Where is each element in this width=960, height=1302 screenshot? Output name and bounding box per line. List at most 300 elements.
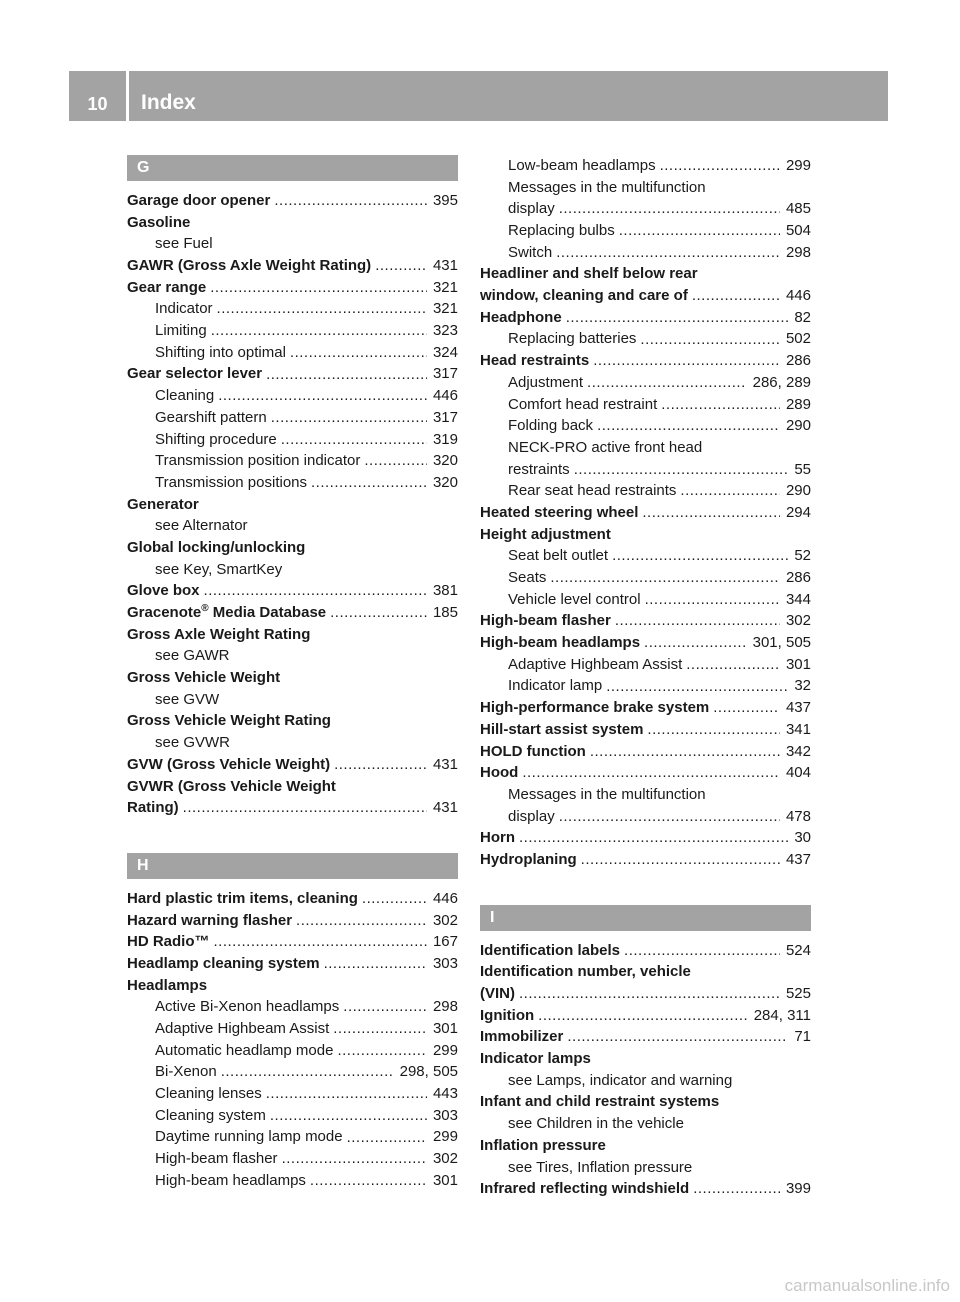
page-ref: 286	[785, 352, 811, 370]
index-entry[interactable]	[127, 580, 458, 602]
entry-label: Head restraints	[480, 352, 590, 370]
entry-label: High-performance brake system	[480, 699, 710, 717]
entry-label: display	[508, 807, 555, 825]
page-ref: 446	[785, 287, 811, 305]
index-entry[interactable]	[480, 827, 811, 849]
page-ref: 294	[785, 503, 811, 521]
entry-label: Vehicle level control	[508, 590, 641, 608]
entry-label: Hill-start assist system	[480, 720, 644, 738]
dot-leader	[645, 589, 780, 611]
entry-label: GAWR (Gross Axle Weight Rating)	[127, 257, 372, 275]
index-subentry[interactable]	[127, 1148, 458, 1170]
index-entry[interactable]	[480, 849, 811, 871]
entry-label: see Lamps, indicator and warning	[508, 1071, 733, 1089]
entry-label: Comfort head restraint	[508, 395, 658, 413]
page-ref: 321	[432, 300, 458, 318]
index-subentry[interactable]	[480, 676, 811, 698]
entry-label: see Tires, Inflation pressure	[508, 1158, 693, 1176]
page-ref: 443	[432, 1085, 458, 1103]
entry-label: Rating)	[127, 799, 179, 817]
entry-label: Hazard warning flasher	[127, 911, 293, 929]
dot-leader	[693, 1178, 780, 1200]
page-ref: 299	[432, 1128, 458, 1146]
index-subentry	[480, 1113, 811, 1135]
page-ref: 185	[432, 604, 458, 622]
entry-label: Hard plastic trim items, cleaning	[127, 889, 358, 907]
entry-label: Gross Vehicle Weight Rating	[127, 712, 331, 730]
index-entry[interactable]	[127, 364, 458, 386]
entry-label: HOLD function	[480, 742, 586, 760]
index-subentry[interactable]	[127, 1083, 458, 1105]
entry-label: Headphone	[480, 308, 562, 326]
index-subentry[interactable]	[480, 459, 811, 481]
dot-leader	[296, 910, 427, 932]
page-ref: 485	[785, 200, 811, 218]
entry-label: see Alternator	[155, 517, 248, 535]
page-ref: 323	[432, 322, 458, 340]
dot-leader	[324, 953, 427, 975]
index-subentry[interactable]	[480, 329, 811, 351]
index-subentry[interactable]	[480, 394, 811, 416]
dot-leader	[266, 364, 427, 386]
dot-leader	[590, 741, 780, 763]
index-subentry	[127, 689, 458, 711]
dot-leader	[593, 350, 780, 372]
index-subentry	[480, 437, 811, 459]
dot-leader	[290, 342, 427, 364]
dot-leader	[642, 502, 780, 524]
entry-label: Horn	[480, 829, 515, 847]
index-entry	[127, 212, 458, 234]
index-subentry[interactable]	[480, 155, 811, 177]
entry-label: Replacing bulbs	[508, 222, 615, 240]
page-ref: 321	[432, 278, 458, 296]
entry-label: Inflation pressure	[480, 1136, 606, 1154]
index-subentry[interactable]	[480, 415, 811, 437]
index-column-right	[480, 155, 811, 1200]
dot-leader	[644, 632, 747, 654]
index-subentry	[127, 233, 458, 255]
entry-label: Bi-Xenon	[155, 1063, 217, 1081]
page-ref: 431	[432, 755, 458, 773]
entry-label: Infrared reflecting windshield	[480, 1180, 690, 1198]
entry-label: Gear selector lever	[127, 365, 263, 383]
page-ref: 478	[785, 807, 811, 825]
dot-leader	[310, 1170, 427, 1192]
entry-label: Transmission position indicator	[155, 452, 361, 470]
entry-label: Automatic headlamp mode	[155, 1041, 334, 1059]
entry-label: GVWR (Gross Vehicle Weight	[127, 777, 336, 795]
dot-leader	[330, 602, 427, 624]
index-entry[interactable]	[127, 931, 458, 953]
page-ref: 301	[432, 1171, 458, 1189]
index-entry[interactable]	[480, 632, 811, 654]
dot-leader	[606, 676, 788, 698]
entry-label: Indicator lamp	[508, 677, 603, 695]
dot-leader	[362, 888, 427, 910]
index-entry[interactable]	[480, 719, 811, 741]
index-subentry[interactable]	[480, 806, 811, 828]
index-subentry[interactable]	[127, 1105, 458, 1127]
page-ref: 446	[432, 889, 458, 907]
entry-label: Identification labels	[480, 941, 621, 959]
index-entry[interactable]	[127, 754, 458, 776]
index-entry[interactable]	[480, 502, 811, 524]
index-entry	[480, 961, 811, 983]
index-entry	[127, 494, 458, 516]
page-header	[69, 71, 888, 121]
dot-leader	[343, 996, 427, 1018]
entry-label: display	[508, 200, 555, 218]
dot-leader	[581, 849, 780, 871]
entry-label: Adaptive Highbeam Assist	[155, 1020, 330, 1038]
page-ref: 524	[785, 941, 811, 959]
dot-leader	[692, 285, 780, 307]
entry-label: Rear seat head restraints	[508, 482, 677, 500]
page-ref: 437	[785, 699, 811, 717]
index-entry	[480, 1092, 811, 1114]
page-ref: 290	[785, 417, 811, 435]
entry-label: Daytime running lamp mode	[155, 1128, 343, 1146]
index-column-left	[127, 155, 458, 1192]
page-ref: 341	[785, 720, 811, 738]
index-entry[interactable]	[480, 1178, 811, 1200]
index-entry[interactable]	[480, 762, 811, 784]
dot-leader	[364, 450, 427, 472]
dot-leader	[281, 429, 427, 451]
entry-label: see Fuel	[155, 235, 213, 253]
page-ref: 344	[785, 590, 811, 608]
page-ref: 289	[785, 395, 811, 413]
dot-leader	[686, 654, 780, 676]
dot-leader	[333, 1018, 427, 1040]
entry-label: Global locking/unlocking	[127, 538, 306, 556]
dot-leader	[211, 320, 427, 342]
page-ref: 324	[432, 343, 458, 361]
index-entry	[127, 667, 458, 689]
entry-label: Active Bi-Xenon headlamps	[155, 998, 340, 1016]
index-entry[interactable]	[127, 277, 458, 299]
entry-label: Folding back	[508, 417, 594, 435]
entry-label: Immobilizer	[480, 1028, 564, 1046]
page-ref: 399	[785, 1180, 811, 1198]
entry-label: Hood	[480, 764, 519, 782]
index-entry[interactable]	[480, 610, 811, 632]
entry-label: Low-beam headlamps	[508, 156, 656, 174]
index-subentry[interactable]	[480, 480, 811, 502]
entry-label: Cleaning	[155, 387, 215, 405]
page-ref: 290	[785, 482, 811, 500]
entry-label: Gross Axle Weight Rating	[127, 625, 311, 643]
header-divider	[126, 71, 129, 121]
dot-leader	[640, 329, 780, 351]
dot-leader	[218, 385, 427, 407]
page-ref: 446	[432, 387, 458, 405]
entry-label: Headliner and shelf below rear	[480, 265, 698, 283]
index-entry[interactable]	[480, 697, 811, 719]
entry-label: Messages in the multifunction	[508, 785, 706, 803]
entry-label: (VIN)	[480, 985, 515, 1003]
index-entry[interactable]	[127, 910, 458, 932]
index-subentry[interactable]	[127, 298, 458, 320]
entry-label: Gracenote® Media Database	[127, 603, 327, 622]
index-subentry	[127, 515, 458, 537]
index-subentry	[127, 732, 458, 754]
entry-label: HD Radio™	[127, 933, 210, 951]
page-ref: 302	[785, 612, 811, 630]
entry-label: Glove box	[127, 582, 200, 600]
page-ref: 437	[785, 850, 811, 868]
page-ref: 395	[432, 191, 458, 209]
dot-leader	[556, 242, 780, 264]
page-ref: 381	[432, 582, 458, 600]
dot-leader	[217, 298, 427, 320]
index-subentry[interactable]	[127, 342, 458, 364]
page-ref: 167	[432, 933, 458, 951]
watermark: carmanualsonline.info	[784, 1276, 950, 1295]
entry-label: High-beam headlamps	[480, 634, 641, 652]
dot-leader	[660, 155, 780, 177]
index-subentry	[480, 1157, 811, 1179]
entry-label: Transmission positions	[155, 473, 307, 491]
entry-label: Indicator lamps	[480, 1050, 591, 1068]
dot-leader	[375, 255, 427, 277]
index-entry[interactable]	[127, 255, 458, 277]
index-subentry[interactable]	[127, 385, 458, 407]
entry-label: Messages in the multifunction	[508, 178, 706, 196]
section-letter-h: H	[127, 853, 458, 879]
index-subentry[interactable]	[127, 472, 458, 494]
dot-leader	[210, 277, 427, 299]
index-entry[interactable]	[127, 797, 458, 819]
dot-leader	[522, 762, 780, 784]
dot-leader	[183, 797, 427, 819]
dot-leader	[559, 806, 780, 828]
dot-leader	[204, 580, 427, 602]
index-subentry[interactable]	[127, 1170, 458, 1192]
entry-label: Seat belt outlet	[508, 547, 609, 565]
dot-leader	[347, 1127, 427, 1149]
page-ref: 298, 505	[399, 1063, 458, 1081]
page-ref: 71	[794, 1028, 811, 1046]
entry-label: Heated steering wheel	[480, 503, 639, 521]
dot-leader	[214, 931, 427, 953]
page-ref: 286, 289	[752, 373, 811, 391]
dot-leader	[538, 1005, 748, 1027]
index-subentry	[127, 559, 458, 581]
index-subentry[interactable]	[480, 242, 811, 264]
entry-label: Shifting procedure	[155, 430, 277, 448]
index-subentry[interactable]	[480, 372, 811, 394]
index-entry	[127, 624, 458, 646]
page-ref: 301	[432, 1020, 458, 1038]
dot-leader	[559, 198, 780, 220]
index-subentry[interactable]	[127, 320, 458, 342]
page-ref: 55	[794, 460, 811, 478]
page-ref: 302	[432, 911, 458, 929]
entry-label: High-beam flasher	[155, 1150, 278, 1168]
index-subentry[interactable]	[127, 1040, 458, 1062]
dot-leader	[574, 459, 789, 481]
dot-leader	[334, 754, 427, 776]
page-ref: 30	[794, 829, 811, 847]
page-ref: 502	[785, 330, 811, 348]
index-entry	[127, 776, 458, 798]
index-entry	[480, 524, 811, 546]
index-entry[interactable]	[480, 1005, 811, 1027]
dot-leader	[519, 827, 788, 849]
entry-label: Shifting into optimal	[155, 343, 286, 361]
page-ref: 298	[785, 243, 811, 261]
index-entry[interactable]	[480, 307, 811, 329]
index-subentry[interactable]	[480, 567, 811, 589]
entry-label: Ignition	[480, 1006, 535, 1024]
entry-label: Replacing batteries	[508, 330, 637, 348]
entry-label: NECK-PRO active front head	[508, 438, 703, 456]
index-entry	[480, 1135, 811, 1157]
dot-leader	[567, 1026, 788, 1048]
section-letter-i: I	[480, 905, 811, 931]
entry-label: Gear range	[127, 278, 207, 296]
index-subentry[interactable]	[480, 198, 811, 220]
entry-label: Indicator	[155, 300, 213, 318]
page-ref: 342	[785, 742, 811, 760]
entry-label: Hydroplaning	[480, 850, 577, 868]
index-entry[interactable]	[480, 1026, 811, 1048]
entry-label: see Key, SmartKey	[155, 560, 283, 578]
page-ref: 319	[432, 430, 458, 448]
entry-label: Generator	[127, 495, 199, 513]
index-subentry	[127, 645, 458, 667]
index-subentry[interactable]	[480, 589, 811, 611]
index-entry[interactable]	[480, 983, 811, 1005]
index-subentry[interactable]	[127, 1018, 458, 1040]
page-ref: 52	[794, 547, 811, 565]
page-ref: 404	[785, 764, 811, 782]
dot-leader	[266, 1083, 427, 1105]
index-entry[interactable]	[127, 190, 458, 212]
dot-leader	[661, 394, 780, 416]
dot-leader	[550, 567, 780, 589]
index-subentry	[480, 784, 811, 806]
entry-label: Headlamps	[127, 976, 208, 994]
entry-label: see GVWR	[155, 734, 231, 752]
page-ref: 301	[785, 655, 811, 673]
dot-leader	[311, 472, 427, 494]
page-ref: 303	[432, 1106, 458, 1124]
index-subentry[interactable]	[127, 407, 458, 429]
entry-label: Garage door opener	[127, 191, 271, 209]
index-entry[interactable]	[480, 350, 811, 372]
index-subentry[interactable]	[127, 1061, 458, 1083]
entry-label: restraints	[508, 460, 570, 478]
page-ref: 299	[432, 1041, 458, 1059]
page-ref: 82	[794, 308, 811, 326]
entry-label: Gross Vehicle Weight	[127, 669, 281, 687]
dot-leader	[619, 220, 780, 242]
page-ref: 431	[432, 799, 458, 817]
index-entry[interactable]	[480, 741, 811, 763]
dot-leader	[274, 190, 427, 212]
section-spacer	[127, 819, 458, 853]
entry-label: High-beam headlamps	[155, 1171, 306, 1189]
page-ref: 320	[432, 452, 458, 470]
dot-leader	[587, 372, 747, 394]
page-ref: 431	[432, 257, 458, 275]
dot-leader	[282, 1148, 427, 1170]
index-subentry	[480, 177, 811, 199]
entry-label: Cleaning lenses	[155, 1085, 262, 1103]
index-entry	[480, 263, 811, 285]
section-letter-g: G	[127, 155, 458, 181]
index-subentry[interactable]	[480, 220, 811, 242]
index-subentry	[480, 1070, 811, 1092]
index-subentry[interactable]	[480, 654, 811, 676]
dot-leader	[337, 1040, 427, 1062]
entry-label: Cleaning system	[155, 1106, 266, 1124]
index-entry[interactable]	[127, 888, 458, 910]
entry-label: Switch	[508, 243, 553, 261]
entry-label: see GVW	[155, 690, 220, 708]
index-subentry[interactable]	[127, 996, 458, 1018]
entry-label: Height adjustment	[480, 525, 611, 543]
dot-leader	[597, 415, 780, 437]
entry-label: GVW (Gross Vehicle Weight)	[127, 755, 331, 773]
index-entry[interactable]	[127, 602, 458, 624]
index-entry[interactable]	[480, 285, 811, 307]
entry-label: see Children in the vehicle	[508, 1115, 684, 1133]
dot-leader	[624, 940, 780, 962]
page-ref: 284, 311	[753, 1006, 811, 1024]
page-ref: 298	[432, 998, 458, 1016]
page-ref: 525	[785, 985, 811, 1003]
dot-leader	[519, 983, 780, 1005]
entry-label: Limiting	[155, 322, 207, 340]
dot-leader	[271, 407, 427, 429]
entry-label: Adaptive Highbeam Assist	[508, 655, 683, 673]
entry-label: Gasoline	[127, 213, 191, 231]
dot-leader	[713, 697, 780, 719]
index-entry	[127, 711, 458, 733]
page-ref: 32	[794, 677, 811, 695]
index-subentry[interactable]	[480, 545, 811, 567]
section-spacer	[480, 871, 811, 905]
dot-leader	[647, 719, 780, 741]
dot-leader	[680, 480, 780, 502]
entry-label: Gearshift pattern	[155, 408, 267, 426]
entry-label: High-beam flasher	[480, 612, 611, 630]
page-ref: 286	[785, 569, 811, 587]
dot-leader	[612, 545, 788, 567]
page-number: 10	[87, 94, 108, 114]
index-subentry[interactable]	[127, 1127, 458, 1149]
page-ref: 299	[785, 156, 811, 174]
entry-label: see GAWR	[155, 647, 230, 665]
index-subentry[interactable]	[127, 429, 458, 451]
page-ref: 504	[785, 222, 811, 240]
index-subentry[interactable]	[127, 450, 458, 472]
page-ref: 320	[432, 473, 458, 491]
entry-label: window, cleaning and care of	[480, 287, 688, 305]
page-ref: 303	[432, 954, 458, 972]
index-entry[interactable]	[480, 940, 811, 962]
entry-label: Adjustment	[508, 373, 584, 391]
dot-leader	[566, 307, 789, 329]
index-entry	[127, 975, 458, 997]
index-entry[interactable]	[127, 953, 458, 975]
page-ref: 317	[432, 365, 458, 383]
page-ref: 317	[432, 408, 458, 426]
